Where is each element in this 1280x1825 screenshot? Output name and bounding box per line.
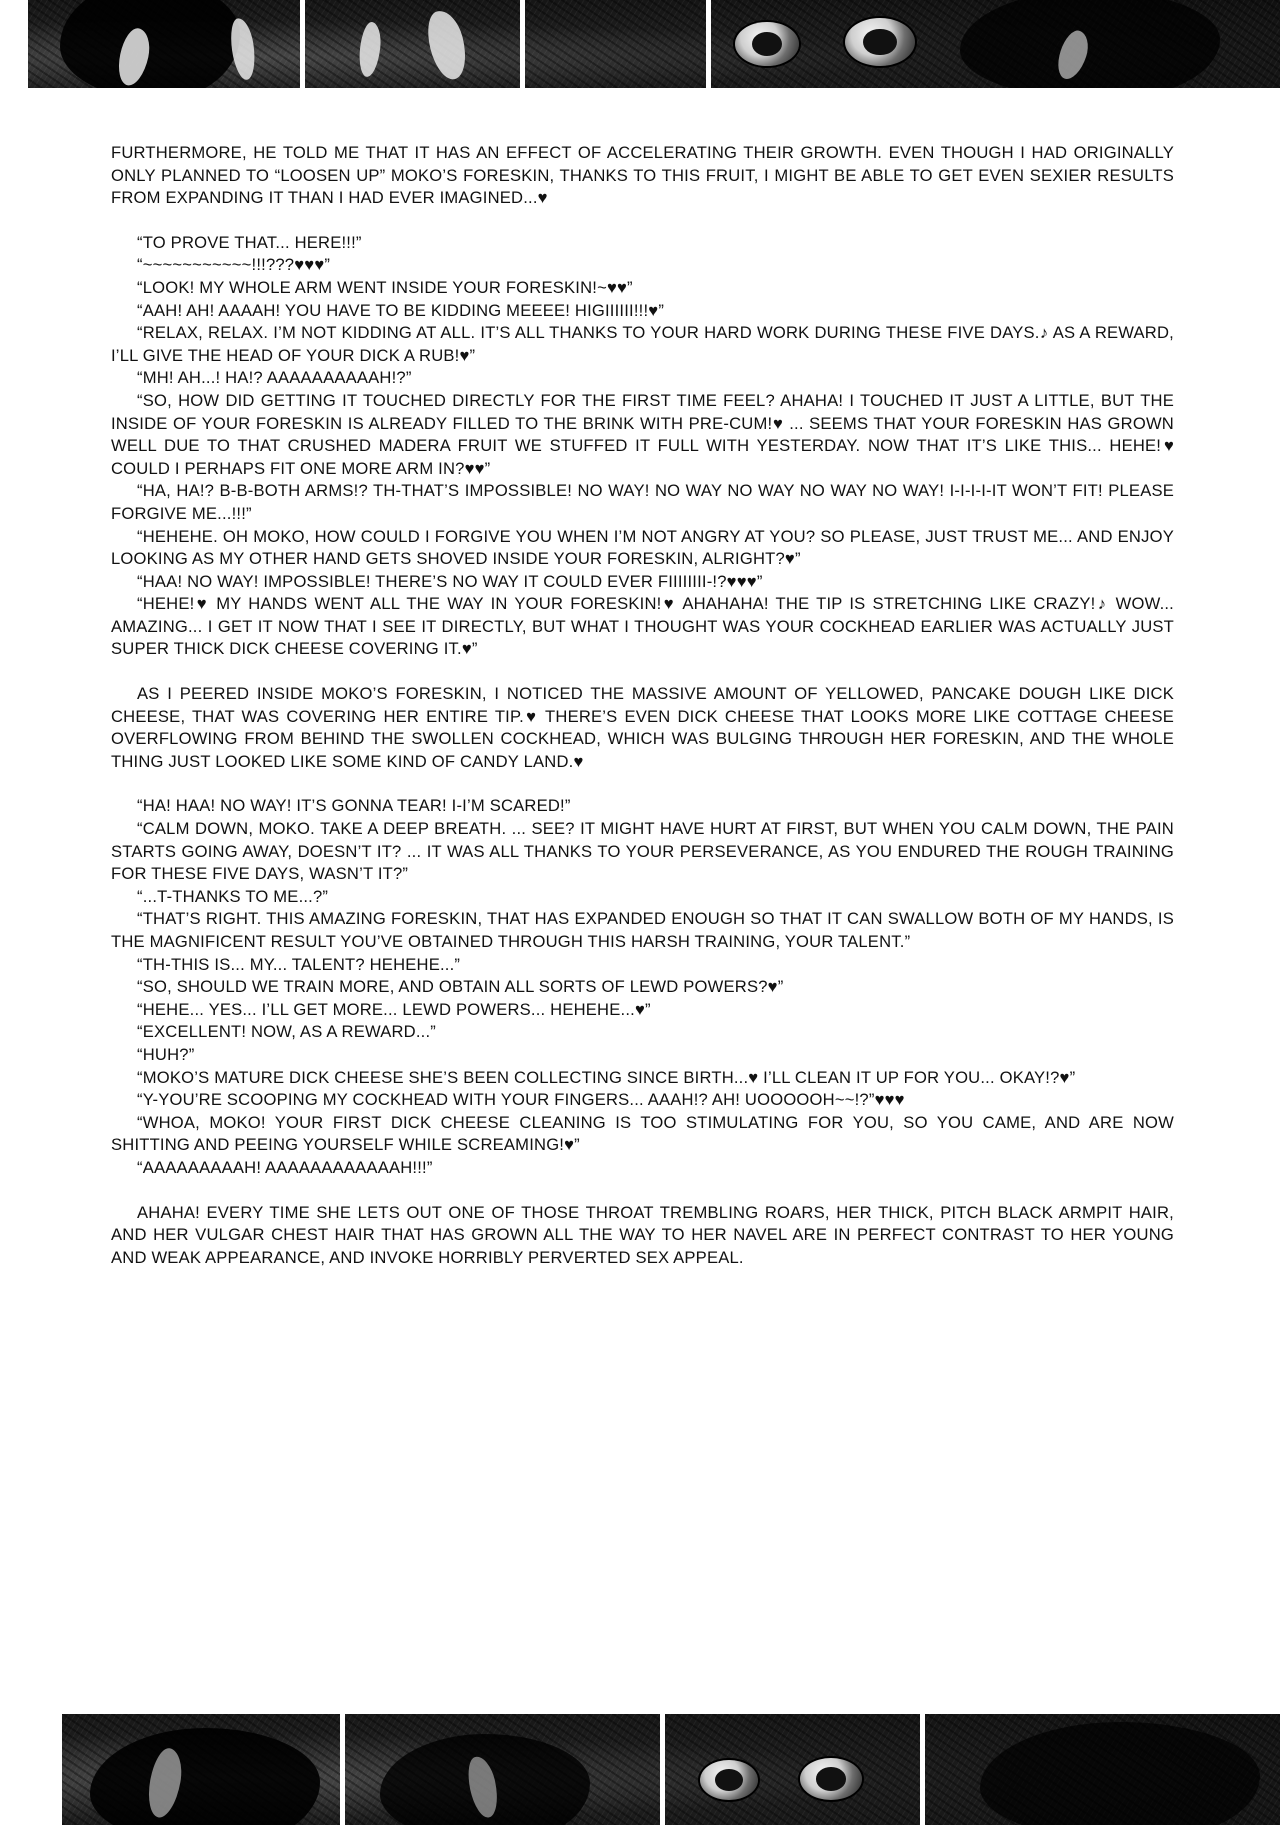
panel-gutter (300, 0, 305, 95)
paragraph: “HUH?” (137, 1044, 195, 1064)
paragraph: “CALM DOWN, MOKO. TAKE A DEEP BREATH. ... SEE? IT MIGHT HAVE HURT AT FIRST, BUT WHEN YOU CALM DOWN, THE PAIN STARTS GOING AWAY, DOESN’T IT? ... IT WAS ALL THANKS TO YOUR PERSEVERANCE, AS YOU ENDURED THE ROUGH TRAINING FOR THESE FIVE DAYS, WASN’T IT?” (111, 819, 1174, 884)
paragraph: “EXCELLENT! NOW, AS A REWARD...” (137, 1022, 437, 1042)
paragraph: “WHOA, MOKO! YOUR FIRST DICK CHEESE CLEANING IS TOO STIMULATING FOR YOU, SO YOU CAME, AND ARE NOW SHITTING AND PEEING YOURSELF WHILE SCREAMING!♥” (111, 1112, 1174, 1155)
paragraph: “SO, HOW DID GETTING IT TOUCHED DIRECTLY FOR THE FIRST TIME FEEL? AHAHA! I TOUCHED IT JUST A LITTLE, BUT THE INSIDE OF YOUR FORESKIN IS ALREADY FILLED TO THE BRINK WITH PRE-CUM!♥ ... SEEMS THAT YOUR FORESKIN HAS GROWN WELL DUE TO THAT CRUSHED MADERA FRUIT WE STUFFED IT FULL WITH YESTERDAY. NOW THAT IT’S LIKE THIS... HEHE!♥ COULD I PERHAPS FIT ONE MORE ARM IN?♥♥” (111, 390, 1174, 478)
manga-panel-strip-top (0, 0, 1280, 95)
manga-panel-strip-bottom (0, 1708, 1280, 1825)
paragraph: “HEHE... YES... I’LL GET MORE... LEWD POWERS... HEHEHE...♥” (137, 999, 651, 1019)
paragraph: “...T-THANKS TO ME...?” (137, 886, 329, 906)
paragraph-spacer (111, 210, 1174, 232)
paragraph: “TO PROVE THAT... HERE!!!” (137, 232, 362, 252)
paragraph: “MOKO’S MATURE DICK CHEESE SHE’S BEEN COLLECTING SINCE BIRTH...♥ I’LL CLEAN IT UP FOR YOU... OKAY!?♥” (137, 1067, 1076, 1087)
panel-eye-pupil (715, 1769, 743, 1791)
story-text-body (111, 142, 1174, 1269)
paragraph: “LOOK! MY WHOLE ARM WENT INSIDE YOUR FORESKIN!~♥♥” (137, 277, 633, 297)
panel-eye-pupil (816, 1767, 846, 1791)
paragraph: “~~~~~~~~~~~!!!???♥♥♥” (137, 255, 331, 275)
panel-gutter-left (0, 0, 28, 95)
paragraph: “HAA! NO WAY! IMPOSSIBLE! THERE’S NO WAY IT COULD EVER FIIIIIIII-!?♥♥♥” (137, 571, 763, 591)
paragraph: “HEHEHE. OH MOKO, HOW COULD I FORGIVE YOU WHEN I’M NOT ANGRY AT YOU? SO PLEASE, JUST TRUST ME... AND ENJOY LOOKING AS MY OTHER HAND GETS SHOVED INSIDE YOUR FORESKIN, ALRIGHT?♥” (111, 526, 1174, 569)
panel-gutter (520, 0, 525, 95)
paragraph-spacer (111, 661, 1174, 683)
paragraph: “THAT’S RIGHT. THIS AMAZING FORESKIN, THAT HAS EXPANDED ENOUGH SO THAT IT CAN SWALLOW BOTH OF MY HANDS, IS THE MAGNIFICENT RESULT YOU’VE OBTAINED THROUGH THIS HARSH TRAINING, YOUR TALENT.” (111, 909, 1174, 951)
paragraph: “HA, HA!? B-B-BOTH ARMS!? TH-THAT’S IMPOSSIBLE! NO WAY! NO WAY NO WAY NO WAY NO WAY! I-I-I-I-IT WON’T FIT! PLEASE FORGIVE ME...!!!” (111, 481, 1174, 523)
panel-gutter-bottom (0, 88, 1280, 95)
paragraph: “AAAAAAAAAH! AAAAAAAAAAAAH!!!” (137, 1157, 433, 1177)
panel-gutter (920, 1708, 925, 1825)
paragraph: “TH-THIS IS... MY... TALENT? HEHEHE...” (137, 954, 461, 974)
panel-eye-left (735, 22, 799, 66)
paragraph: “RELAX, RELAX. I’M NOT KIDDING AT ALL. IT’S ALL THANKS TO YOUR HARD WORK DURING THESE FIVE DAYS.♪ AS A REWARD, I’LL GIVE THE HEAD OF YOUR DICK A RUB!♥” (111, 323, 1174, 365)
paragraph: “AAH! AH! AAAAH! YOU HAVE TO BE KIDDING MEEEE! HIGIIIIII!!!♥” (137, 300, 665, 320)
paragraph-spacer (111, 773, 1174, 795)
paragraph: “Y-YOU’RE SCOOPING MY COCKHEAD WITH YOUR FINGERS... AAAH!? AH! UOOOOOH~~!?”♥♥♥ (137, 1090, 905, 1110)
paragraph: AS I PEERED INSIDE MOKO’S FORESKIN, I NOTICED THE MASSIVE AMOUNT OF YELLOWED, PANCAKE DOUGH LIKE DICK CHEESE, THAT WAS COVERING HER ENTIRE TIP.♥ THERE’S EVEN DICK CHEESE THAT LOOKS MORE LIKE COTTAGE CHEESE OVERFLOWING FROM BEHIND THE SWOLLEN COCKHEAD, WHICH WAS BULGING THROUGH HER FORESKIN, AND THE WHOLE THING JUST LOOKED LIKE SOME KIND OF CANDY LAND.♥ (111, 684, 1174, 771)
paragraph: “SO, SHOULD WE TRAIN MORE, AND OBTAIN ALL SORTS OF LEWD POWERS?♥” (137, 977, 784, 997)
paragraph: “HEHE!♥ MY HANDS WENT ALL THE WAY IN YOUR FORESKIN!♥ AHAHAHA! THE TIP IS STRETCHING LIKE CRAZY!♪ WOW... AMAZING... I GET IT NOW THAT I SEE IT DIRECTLY, BUT WHAT I THOUGHT WAS YOUR COCKHEAD EARLIER WAS ACTUALLY JUST SUPER THICK DICK CHEESE COVERING IT.♥” (111, 594, 1174, 659)
paragraph: “HA! HAA! NO WAY! IT’S GONNA TEAR! I-I’M SCARED!” (137, 796, 571, 816)
panel-gutter-left (0, 1708, 62, 1825)
panel-hair-shape (960, 0, 1220, 95)
panel-gutter (706, 0, 711, 95)
panel-gutter-top (0, 1708, 1280, 1714)
panel-eye-pupil (752, 32, 783, 57)
paragraph: FURTHERMORE, HE TOLD ME THAT IT HAS AN EFFECT OF ACCELERATING THEIR GROWTH. EVEN THOUGH I HAD ORIGINALLY ONLY PLANNED TO “LOOSEN UP” MOKO’S FORESKIN, THANKS TO THIS FRUIT, I MIGHT BE ABLE TO GET EVEN SEXIER RESULTS FROM EXPANDING IT THAN I HAD EVER IMAGINED...♥ (111, 143, 1174, 208)
paragraph: “MH! AH...! HA!? AAAAAAAAAAH!?” (137, 368, 412, 388)
paragraph-spacer (111, 1180, 1174, 1202)
panel-hair-shape (60, 0, 240, 95)
panel-gutter (660, 1708, 665, 1825)
panel-eye-right (800, 1758, 862, 1800)
panel-eye-left (700, 1760, 758, 1800)
panel-eye-pupil (863, 29, 897, 56)
paragraph: AHAHA! EVERY TIME SHE LETS OUT ONE OF THOSE THROAT TREMBLING ROARS, HER THICK, PITCH BLACK ARMPIT HAIR, AND HER VULGAR CHEST HAIR THAT HAS GROWN ALL THE WAY TO HER NAVEL ARE IN PERFECT CONTRAST TO HER YOUNG AND WEAK APPEARANCE, AND INVOKE HORRIBLY PERVERTED SEX APPEAL. (111, 1202, 1174, 1267)
panel-eye-right (845, 18, 915, 66)
panel-gutter (340, 1708, 345, 1825)
